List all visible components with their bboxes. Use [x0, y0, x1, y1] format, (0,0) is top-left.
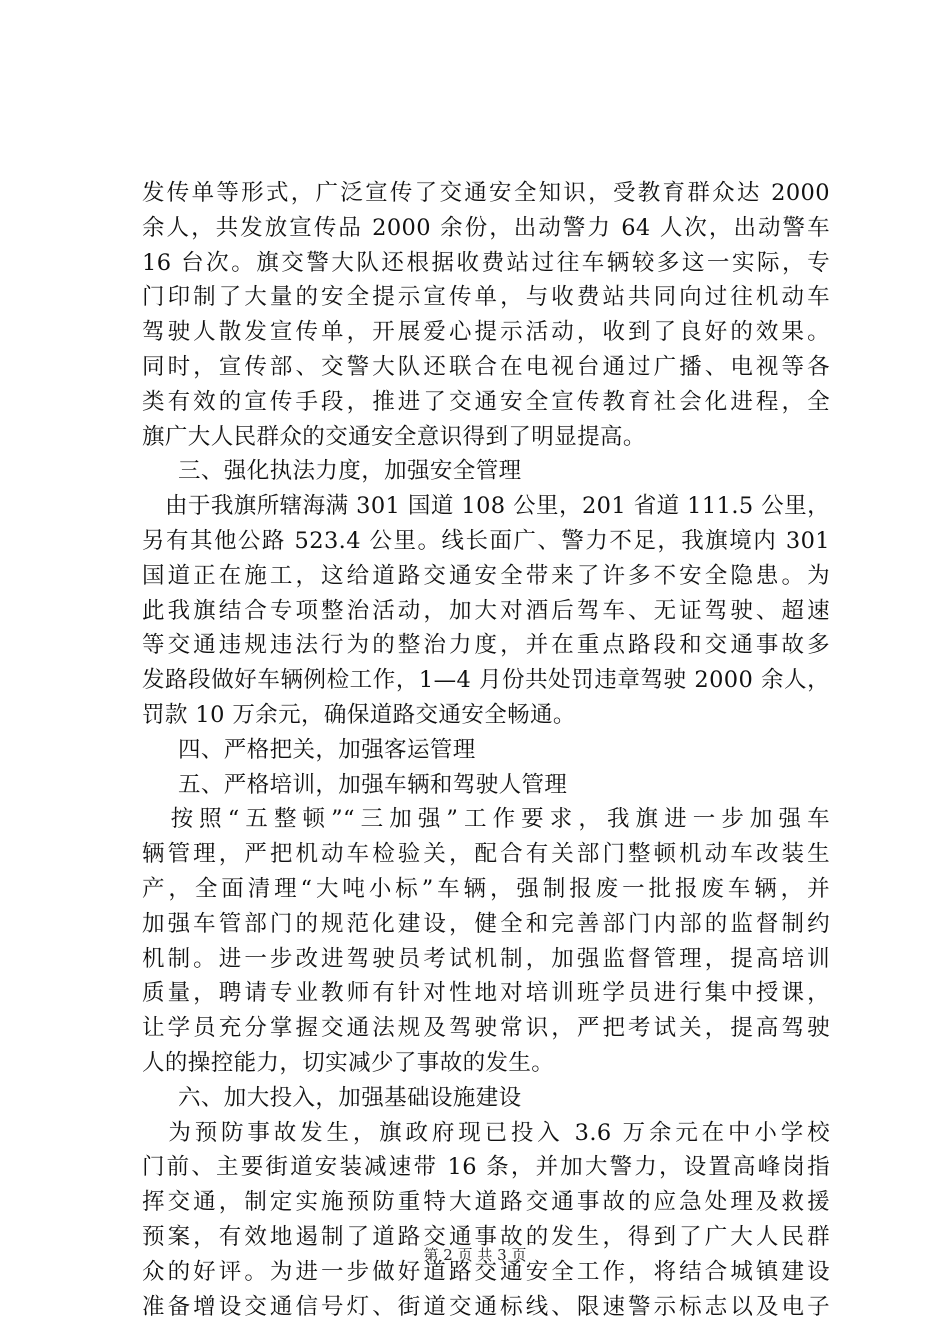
- paragraph: [142, 1116, 830, 1325]
- text-line: 辆管理，严把机动车检验关，配合有关部门整顿机动车改装生: [142, 841, 830, 868]
- text-line: 人的操控能力，切实减少了事故的发生。: [142, 1049, 555, 1076]
- text-line: 罚款 10 万余元，确保道路交通安全畅通。: [142, 701, 576, 728]
- text-line: 预案，有效地遏制了道路交通事故的发生，得到了广大人民群: [142, 1223, 830, 1250]
- text-line: 挥交通，制定实施预防重特大道路交通事故的应急处理及救援: [142, 1189, 830, 1216]
- section-heading: 三、强化执法力度，加强安全管理: [178, 458, 522, 485]
- text-line: 余人，共发放宣传品 2000 余份，出动警力 64 人次，出动警车: [142, 214, 830, 241]
- paragraph: [142, 802, 830, 1080]
- text-line: 为预防事故发生，旗政府现已投入 3.6 万余元在中小学校: [142, 1119, 830, 1146]
- section-heading: 六、加大投入，加强基础设施建设: [178, 1084, 522, 1111]
- text-line: 等交通违规违法行为的整治力度，并在重点路段和交通事故多: [142, 632, 830, 659]
- section-heading: 五、严格培训，加强车辆和驾驶人管理: [178, 771, 568, 798]
- text-line: 同时，宣传部、交警大队还联合在电视台通过广播、电视等各: [142, 353, 830, 380]
- section-heading: 四、严格把关，加强客运管理: [178, 736, 476, 763]
- text-line: 门印制了大量的安全提示宣传单，与收费站共同向过往机动车: [142, 284, 830, 311]
- text-line: 类有效的宣传手段，推进了交通安全宣传教育社会化进程，全: [142, 388, 830, 415]
- paragraph: [142, 176, 830, 454]
- text-line: 质量，聘请专业教师有针对性地对培训班学员进行集中授课，: [142, 980, 830, 1007]
- text-line: 加强车管部门的规范化建设，健全和完善部门内部的监督制约: [142, 910, 830, 937]
- text-line: 发路段做好车辆例检工作，1—4 月份共处罚违章驾驶 2000 余人，: [142, 667, 830, 694]
- text-line: 16 台次。旗交警大队还根据收费站过往车辆较多这一实际，专: [142, 249, 830, 276]
- text-line: 门前、主要街道安装减速带 16 条，并加大警力，设置高峰岗指: [142, 1154, 830, 1181]
- paragraph: [142, 489, 830, 733]
- text-line: 此我旗结合专项整治活动，加大对酒后驾车、无证驾驶、超速: [142, 597, 830, 624]
- text-line: 发传单等形式，广泛宣传了交通安全知识，受教育群众达 2000: [142, 180, 830, 206]
- text-line: 另有其他公路 523.4 公里。线长面广、警力不足，我旗境内 301: [142, 527, 830, 554]
- document-body: [142, 176, 830, 1324]
- text-line: 按照“五整顿”“三加强”工作要求，我旗进一步加强车: [142, 806, 830, 833]
- page-footer: 第 2 页 共 3 页: [423, 1246, 527, 1264]
- text-line: 产，全面清理“大吨小标”车辆，强制报废一批报废车辆，并: [142, 875, 830, 902]
- text-line: 让学员充分掌握交通法规及驾驶常识，严把考试关，提高驾驶: [142, 1015, 830, 1042]
- text-line: 机制。进一步改进驾驶员考试机制，加强监督管理，提高培训: [142, 945, 830, 972]
- text-line: 准备增设交通信号灯、街道交通标线、限速警示标志以及电子: [142, 1293, 830, 1320]
- text-line: 国道正在施工，这给道路交通安全带来了许多不安全隐患。为: [142, 562, 830, 589]
- text-line: 驾驶人散发宣传单，开展爱心提示活动，收到了良好的效果。: [142, 319, 830, 346]
- text-line: 众的好评。为进一步做好道路交通安全工作，将结合城镇建设: [142, 1258, 830, 1285]
- text-line: 旗广大人民群众的交通安全意识得到了明显提高。: [142, 423, 646, 450]
- text-line: 由于我旗所辖海满 301 国道 108 公里，201 省道 111.5 公里，: [142, 493, 830, 520]
